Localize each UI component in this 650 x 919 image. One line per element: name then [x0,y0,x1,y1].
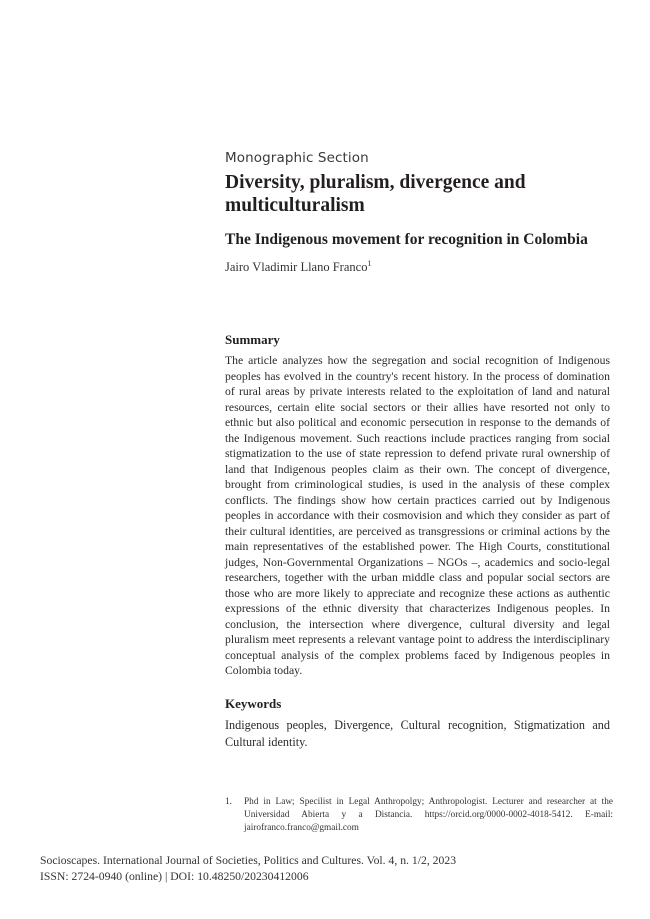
summary-text: The article analyzes how the segregation and social recognition of Indigenous peoples has evolved in the country's recent history. In the process of domination of rural areas by private interests related to the exploitation of land and natural resources, certain elite social sectors or their allies have resorted not only to ethnic but also political and economic persecution in response to the demands of the Indigenous movement. Such reactions include practices ranging from social stigmatization to the use of state repression to defend private rural ownership of land that Indigenous peoples claim as their own. The concept of divergence, brought from criminological studies, is used in the analysis of these complex conflicts. The findings show how certain practices carried out by Indigenous peoples in accordance with their cosmovision and which they consider as part of their cultural identities, are perceived as transgressions or criminal actions by the main representatives of the established power. The High Courts, constitutional judges, Non-Governmental Organizations – NGOs –, academics and socio-legal researchers, together with the urban middle class and popular social sectors are those who are more likely to appreciate and recognize these actions as authentic expressions of the ethnic diversity that characterizes Indigenous peoples. In conclusion, the intersection where divergence, cultural diversity and legal pluralism meet represents a relevant vantage point to address the interdisciplinary conceptual analysis of the complex problems faced by Indigenous peoples in Colombia today. [225,354,610,677]
summary-heading: Summary [225,332,280,347]
article-title: The Indigenous movement for recognition in Colombia [225,231,588,248]
footnote [225,796,613,835]
issn-doi: ISSN: 2724-0940 (online) | DOI: 10.48250/20230412006 [40,870,309,883]
keywords-heading: Keywords [225,696,282,711]
footnote-number: 1. [225,797,232,807]
journal-citation: Socioscapes. International Journal of Societies, Politics and Cultures. Vol. 4, n. 1/2, 2023 [40,854,457,867]
author-line [225,259,371,275]
footnote-text: Phd in Law; Specilist in Legal Anthropolgy; Anthropologist. Lecturer and researcher at the Universidad Abierta y a Distancia. https://orcid.org/0000-0002-4018-5412. E-mail: jairofranco.franco@gmail.com [244,797,613,833]
section-label: Monographic Section [225,150,369,166]
author-footnote-mark[interactable]: 1 [367,259,372,268]
keywords-text: Indigenous peoples, Divergence, Cultural recognition, Stigmatization and Cultural identity. [225,718,610,749]
section-title: Diversity, pluralism, divergence and multiculturalism [225,172,526,216]
author-name: Jairo Vladimir Llano Franco [225,260,368,275]
